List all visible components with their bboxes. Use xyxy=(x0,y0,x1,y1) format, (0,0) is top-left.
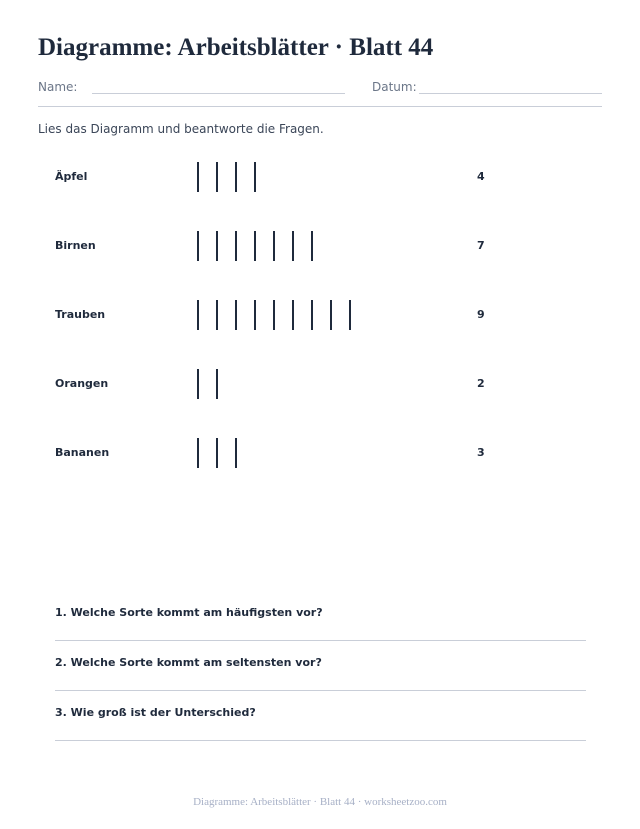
page-title: Diagramme: Arbeitsblätter · Blatt 44 xyxy=(38,34,434,61)
tally-mark xyxy=(235,231,237,261)
tally-mark xyxy=(216,369,218,399)
tally-mark xyxy=(197,438,199,468)
count-value: 7 xyxy=(477,239,485,252)
tally-mark xyxy=(197,300,199,330)
tally-mark xyxy=(330,300,332,330)
name-field[interactable] xyxy=(92,93,345,94)
instructions: Lies das Diagramm und beantworte die Fragen. xyxy=(38,122,324,136)
name-label: Name: xyxy=(38,80,78,94)
tally-row xyxy=(0,296,640,336)
tally-mark xyxy=(235,162,237,192)
tally-mark xyxy=(235,300,237,330)
tally-mark xyxy=(311,231,313,261)
tally-mark xyxy=(235,438,237,468)
tally-mark xyxy=(216,438,218,468)
answer-field-1[interactable] xyxy=(55,640,586,641)
tally-row xyxy=(0,434,640,474)
question-1: 1. Welche Sorte kommt am häufigsten vor? xyxy=(55,606,323,619)
tally-mark xyxy=(197,162,199,192)
tally-mark xyxy=(349,300,351,330)
tally-mark xyxy=(254,231,256,261)
category-label: Trauben xyxy=(55,308,106,321)
tally-row xyxy=(0,227,640,267)
tally-mark xyxy=(254,162,256,192)
tally-mark xyxy=(197,231,199,261)
count-value: 2 xyxy=(477,377,485,390)
tally-mark xyxy=(273,300,275,330)
category-label: Äpfel xyxy=(55,170,88,183)
tally-mark xyxy=(311,300,313,330)
footer: Diagramme: Arbeitsblätter · Blatt 44 · worksheetzoo.com xyxy=(193,796,447,808)
answer-field-3[interactable] xyxy=(55,740,586,741)
question-3: 3. Wie groß ist der Unterschied? xyxy=(55,706,256,719)
category-label: Bananen xyxy=(55,446,110,459)
count-value: 3 xyxy=(477,446,485,459)
count-value: 4 xyxy=(477,170,485,183)
count-value: 9 xyxy=(477,308,485,321)
tally-row xyxy=(0,158,640,198)
tally-mark xyxy=(254,300,256,330)
date-field[interactable] xyxy=(419,93,602,94)
tally-row xyxy=(0,365,640,405)
tally-mark xyxy=(292,231,294,261)
category-label: Birnen xyxy=(55,239,96,252)
tally-mark xyxy=(216,231,218,261)
date-label: Datum: xyxy=(372,80,417,94)
header-divider xyxy=(38,106,602,107)
answer-field-2[interactable] xyxy=(55,690,586,691)
tally-mark xyxy=(292,300,294,330)
category-label: Orangen xyxy=(55,377,109,390)
question-2: 2. Welche Sorte kommt am seltensten vor? xyxy=(55,656,322,669)
tally-mark xyxy=(273,231,275,261)
tally-mark xyxy=(216,300,218,330)
tally-mark xyxy=(197,369,199,399)
tally-mark xyxy=(216,162,218,192)
